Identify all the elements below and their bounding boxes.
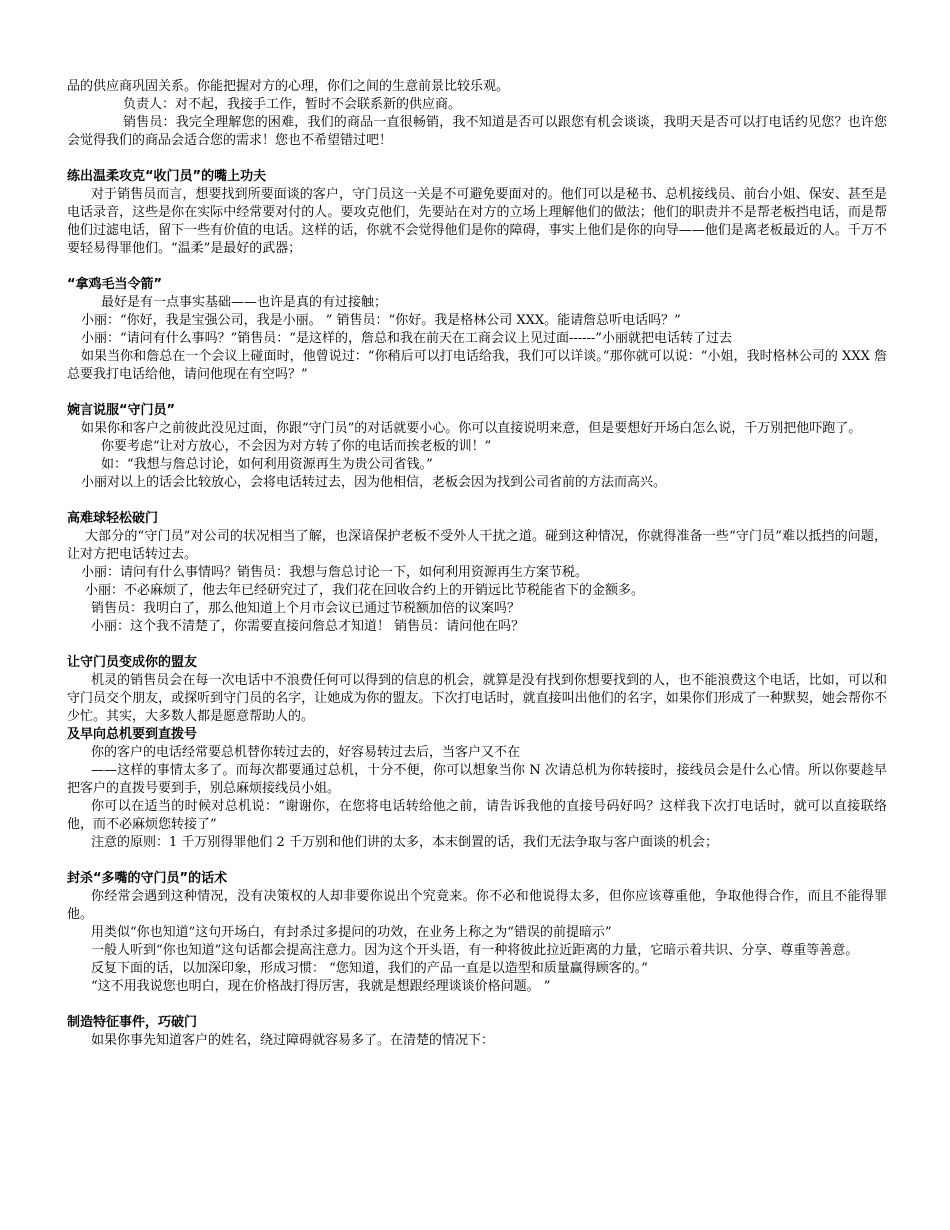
paragraph-feather-1: 最好是有一点事实基础——也许是真的有过接触； — [101, 295, 388, 310]
section-heading-persuade: 婉言说服“守门员” — [67, 403, 176, 418]
paragraph-ally-body: 机灵的销售员会在每一次电话中不浪费任何可以得到的信息的机会，就算是没有找到你想要找到的人，也不能浪费这个电话，比如，可以和守门员交个朋友，或探听到守门员的名字，让她成为你的盟友。下次打电话时，就直接叫出他们的名字，如果你们形成了一种默契，她会帮你不少忙。其实，大多数人都是愿意帮助人的。 — [67, 673, 887, 724]
paragraph-special-event-1: 如果你事先知道客户的姓名，绕过障碍就容易多了。在清楚的情况下： — [91, 1033, 495, 1048]
paragraph-feather-3: 小丽：“请问有什么事吗？”销售员：“是这样的，詹总和我在前天在工商会议上见过面------”小丽就把电话转了过去 — [81, 331, 732, 346]
paragraph-direct-line-3: 你可以在适当的时候对总机说：“谢谢你，在您将电话转给他之前，请告诉我他的直接号码好吗？这样我下次打电话时，就可以直接联络他，而不必麻烦您转接了” — [67, 799, 887, 832]
paragraph-hard-ball-4: 销售员：我明白了，那么他知道上个月市会议已通过节税额加倍的议案吗？ — [91, 601, 521, 616]
section-heading-ally: 让守门员变成你的盟友 — [67, 655, 198, 670]
section-heading-gentle: 练出温柔攻克“收门员”的嘴上功夫 — [67, 169, 267, 184]
paragraph-talkative-2: 用类似“你也知道”这句开场白，有封杀过多提问的功效，在业务上称之为“错误的前提暗示” — [91, 925, 612, 940]
paragraph-talkative-5: “这不用我说您也明白，现在价格战打得厉害，我就是想跟经理谈谈价格问题。 ” — [91, 979, 551, 994]
section-heading-special-event: 制造特征事件，巧破门 — [67, 1015, 198, 1030]
paragraph-feather-2: 小丽：“你好，我是宝强公司，我是小丽。 ” 销售员：“你好。我是格林公司 XXX。能请詹总听电话吗？” — [81, 313, 681, 328]
paragraph-direct-line-2: ——这样的事情太多了。而每次都要通过总机，十分不便，你可以想象当你 N 次请总机为你转接时，接线员会是什么心情。所以你要趁早把客户的直拨号要到手，别总麻烦接线员小姐。 — [67, 763, 887, 796]
paragraph-hard-ball-2: 小丽：请问有什么事情吗？销售员：我想与詹总讨论一下，如何利用资源再生方案节税。 — [81, 565, 589, 580]
paragraph-persuade-2: 你要考虑“让对方放心，不会因为对方转了你的电话而挨老板的训！” — [101, 439, 492, 454]
document-body — [67, 78, 887, 1050]
paragraph-1: 品的供应商巩固关系。你能把握对方的心理，你们之间的生意前景比较乐观。 — [67, 79, 510, 94]
section-heading-direct-line: 及早向总机要到直拨号 — [67, 727, 198, 742]
paragraph-talkative-3: 一般人听到“你也知道”这句话都会提高注意力。因为这个开头语，有一种将彼此拉近距离的力量，它暗示着共识、分享、尊重等善意。 — [91, 943, 859, 958]
paragraph-hard-ball-5: 小丽：这个我不清楚了，你需要直接问詹总才知道！ 销售员：请问他在吗？ — [91, 619, 525, 634]
section-heading-talkative: 封杀“多嘴的守门员”的话术 — [67, 871, 228, 886]
paragraph-talkative-4: 反复下面的话，以加深印象，形成习惯： “您知道，我们的产品一直是以造型和质量赢得顾客的。” — [91, 961, 648, 976]
dialogue-sales-line: 销售员：我完全理解您的困难，我们的商品一直很畅销，我不知道是否可以跟您有机会谈谈，我明天是否可以打电话约见您？也许您会觉得我们的商品会适合您的需求！您也不希望错过吧！ — [67, 115, 887, 148]
paragraph-persuade-1: 如果你和客户之前彼此没见过面，你跟“守门员”的对话就要小心。你可以直接说明来意，但是要想好开场白怎么说，千万别把他吓跑了。 — [81, 421, 862, 436]
paragraph-talkative-1: 你经常会遇到这种情况，没有决策权的人却非要你说出个究竟来。你不必和他说得太多，但你应该尊重他，争取他得合作，而且不能得罪他。 — [67, 889, 887, 922]
section-heading-hard-ball: 高难球轻松破门 — [67, 511, 159, 526]
paragraph-feather-4: 如果当你和詹总在一个会议上碰面时，他曾说过：“你稍后可以打电话给我，我们可以详谈。”那你就可以说：“小姐，我时格林公司的 XXX 詹总要我打电话给他，请问他现在有空吗？” — [67, 349, 887, 382]
section-heading-feather: “拿鸡毛当令箭” — [67, 277, 163, 292]
paragraph-direct-line-1: 你的客户的电话经常要总机替你转过去的，好容易转过去后，当客户又不在 — [91, 745, 521, 760]
paragraph-hard-ball-3: 小丽：不必麻烦了，他去年已经研究过了，我们花在回收合约上的开销远比节税能省下的金额多。 — [85, 583, 645, 598]
paragraph-hard-ball-1: 大部分的“守门员”对公司的状况相当了解，也深谙保护老板不受外人干扰之道。碰到这种情况，你就得准备一些“守门员”难以抵挡的问题，让对方把电话转过去。 — [67, 529, 887, 562]
paragraph-persuade-4: 小丽对以上的话会比较放心，会将电话转过去，因为他相信，老板会因为找到公司省前的方法而高兴。 — [81, 475, 667, 490]
paragraph-persuade-3: 如：“我想与詹总讨论，如何利用资源再生为贵公司省钱。” — [101, 457, 433, 472]
paragraph-direct-line-4: 注意的原则：1 千万别得罪他们 2 千万别和他们讲的太多，本末倒置的话，我们无法争取与客户面谈的机会； — [91, 835, 718, 850]
dialogue-manager-line: 负责人：对不起，我接手工作，暂时不会联系新的供应商。 — [123, 97, 462, 112]
paragraph-gentle-body: 对于销售员而言，想要找到所要面谈的客户，守门员这一关是不可避免要面对的。他们可以是秘书、总机接线员、前台小姐、保安、甚至是电话录音，这些是你在实际中经常要对付的人。要攻克他们，先要站在对方的立场上理解他们的做法；他们的职责并不是帮老板挡电话，而是帮他们过滤电话，留下一些有价值的电话。这样的话，你就不会觉得他们是你的障碍，事实上他们是你的向导——他们是离老板最近的人。千万不要轻易得罪他们。“温柔”是最好的武器； — [67, 187, 887, 256]
